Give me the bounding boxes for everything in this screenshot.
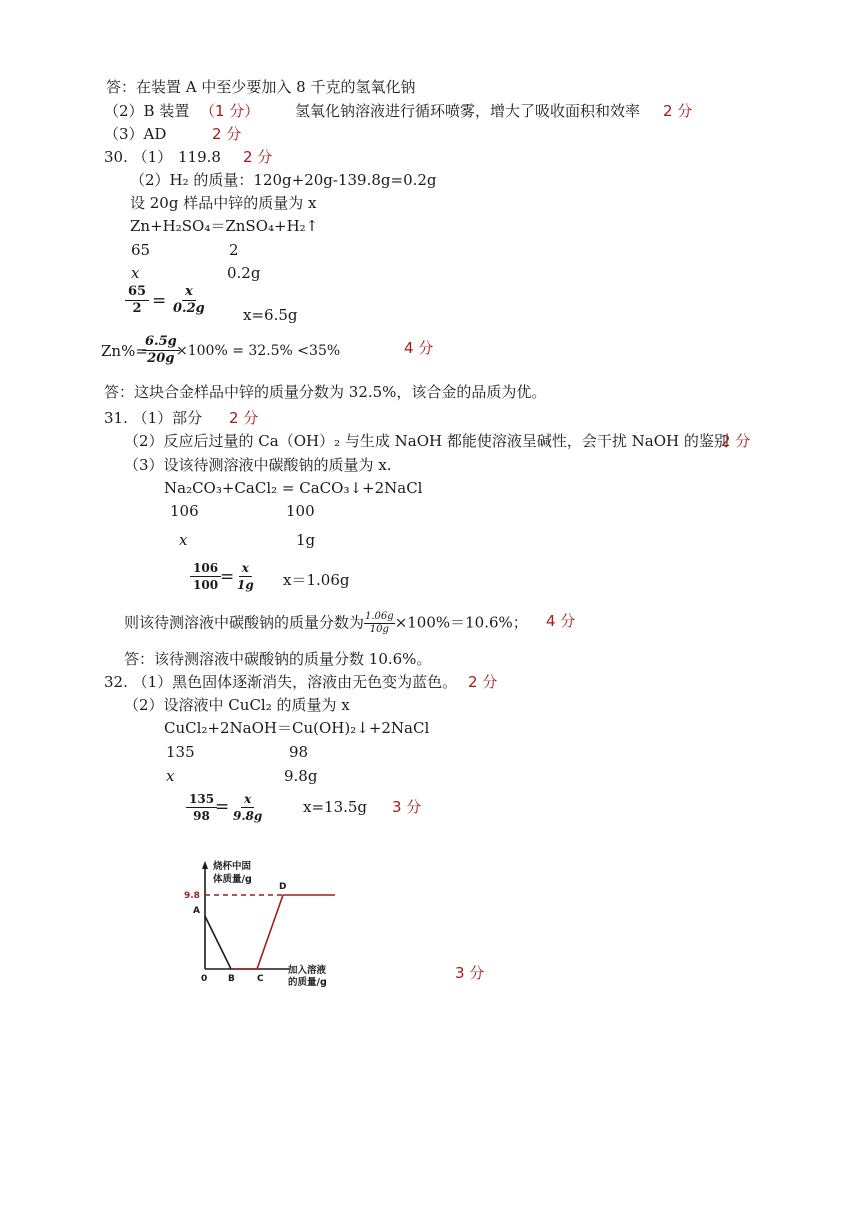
point-label-a: A (193, 906, 200, 917)
q31-equation: Na₂CO₃+CaCl₂ = CaCO₃↓+2NaCl (164, 479, 423, 497)
q30-part1-value: 119.8 (178, 148, 221, 166)
q29-part3-score: 2 分 (212, 125, 242, 143)
q30-part2-line: （2）H₂ 的质量：120g+20g-139.8g=0.2g (130, 171, 437, 189)
q32-part1: 32. （1）黑色固体逐渐消失，溶液由无色变为蓝色。 (104, 673, 458, 691)
y-axis-arrow (202, 861, 208, 869)
q30-fraction-eq: = (152, 291, 167, 311)
q30-unknown-1: x (131, 264, 140, 282)
q31-unknown-2: 1g (296, 531, 316, 549)
q30-answer: 答：这块合金样品中锌的质量分数为 32.5%，该合金的品质为优。 (104, 383, 547, 401)
q30-zn-score: 4 分 (404, 339, 434, 357)
q30-zn-fraction-den: 20g (147, 351, 175, 366)
q31-unknown-1: x (179, 531, 188, 549)
q31-part1-label: 31. （1）部分 (104, 409, 203, 427)
q32-molar-mass-2: 98 (289, 743, 309, 761)
q31-fraction-a-den: 100 (193, 578, 219, 592)
q31-mass-score: 4 分 (546, 612, 576, 630)
q32-equation: CuCl₂+2NaOH＝Cu(OH)₂↓+2NaCl (164, 719, 430, 737)
q30-part1-score: 2 分 (243, 148, 273, 166)
q30-fraction-a-den: 2 (132, 301, 142, 316)
q29-part2-text: 氢氧化钠溶液进行循环喷雾，增大了吸收面积和效率 (295, 102, 641, 120)
q30-setup: 设 20g 样品中锌的质量为 x (130, 194, 317, 212)
q32-fraction-b-num: x (241, 791, 254, 808)
q32-fraction-b-den: 9.8g (233, 809, 263, 823)
point-label-d: D (279, 882, 287, 892)
series-segment-1 (205, 916, 231, 969)
q31-mass-tail: ×100%＝10.6%； (394, 613, 528, 632)
q29-part2-score-a: （1 分） (200, 102, 260, 120)
q30-fraction-a (125, 284, 149, 317)
point-label-c: C (257, 974, 264, 984)
q32-unknown-2: 9.8g (284, 767, 318, 785)
x-axis-label-line2: 的质量/g (288, 977, 327, 988)
q31-fraction-b (234, 560, 257, 593)
q30-unknown-2: 0.2g (227, 264, 261, 282)
q31-fraction-b-den: 1g (237, 578, 254, 592)
q32-fraction-a (186, 791, 217, 824)
q31-mass-prefix: 则该待测溶液中碳酸钠的质量分数为 (124, 613, 365, 632)
q32-fraction-a-num: 135 (186, 791, 217, 808)
q31-mass-fraction-num: 1.06g (365, 611, 394, 622)
q31-part2: （2）反应后过量的 Ca（OH）₂ 与生成 NaOH 都能使溶液呈碱性，会干扰 NaOH 的鉴别 (124, 432, 729, 450)
q31-part1-score: 2 分 (229, 409, 259, 427)
q32-part2: （2）设溶液中 CuCl₂ 的质量为 x (124, 696, 350, 714)
q32-solve: x=13.5g (303, 798, 368, 816)
q30-part1-label: 30. （1） (104, 148, 173, 166)
q29-part2-label: （2）B 装置 (104, 102, 190, 120)
origin-label: 0 (201, 974, 208, 984)
x-axis-label-line1: 加入溶液 (288, 965, 327, 976)
point-label-b: B (228, 974, 235, 984)
q30-fraction-b-den: 0.2g (173, 301, 205, 316)
q30-zn-prefix: Zn%= (101, 342, 148, 360)
q31-answer: 答：该待测溶液中碳酸钠的质量分数 10.6%。 (124, 650, 432, 668)
q31-molar-mass-1: 106 (170, 502, 199, 520)
q31-mass-fraction (364, 611, 395, 636)
q30-fraction-b (170, 284, 208, 317)
q32-fraction-a-den: 98 (193, 809, 210, 823)
q30-equation: Zn+H₂SO₄＝ZnSO₄+H₂↑ (130, 217, 319, 235)
q31-fraction-b-num: x (239, 560, 252, 577)
q32-fraction-eq: = (215, 797, 230, 817)
q31-fraction-a (190, 560, 221, 593)
q31-fraction-a-num: 106 (190, 560, 221, 577)
q32-unknown-1: x (166, 767, 175, 785)
solid-mass-chart (180, 855, 360, 995)
q30-zn-fraction (142, 334, 180, 367)
q30-fraction-b-num: x (182, 284, 196, 301)
y-axis-label-line2: 体质量/g (213, 874, 252, 885)
q30-molar-mass-2: 2 (229, 241, 239, 259)
q29-part2-score-b: 2 分 (663, 102, 693, 120)
q32-molar-mass-1: 135 (166, 743, 195, 761)
q32-fraction-b (230, 791, 265, 824)
q30-molar-mass-1: 65 (131, 241, 151, 259)
q29-answer: 答：在装置 A 中至少要加入 8 千克的氢氧化钠 (106, 78, 416, 96)
q30-zn-fraction-num: 6.5g (142, 334, 180, 351)
q31-mass-fraction-den: 10g (369, 624, 389, 635)
q31-molar-mass-2: 100 (286, 502, 315, 520)
q31-part3: （3）设该待测溶液中碳酸钠的质量为 x. (124, 456, 392, 474)
series-segment-3 (257, 895, 283, 969)
y-axis-label-line1: 烧杯中固 (213, 861, 252, 872)
q31-fraction-eq: = (220, 567, 235, 587)
q30-fraction-a-num: 65 (125, 284, 149, 301)
q32-part1-score: 2 分 (468, 673, 498, 691)
y-tick-label: 9.8 (184, 891, 200, 901)
q32-solve-score: 3 分 (392, 798, 422, 816)
q29-part3-label: （3）AD (104, 125, 167, 143)
q31-solve: x＝1.06g (283, 571, 350, 589)
q30-solve: x=6.5g (243, 306, 298, 324)
q30-zn-result: ×100% = 32.5% <35% (176, 343, 341, 359)
q32-chart-score: 3 分 (455, 964, 485, 982)
q31-part2-score: 2 分 (721, 432, 751, 450)
q31-mass-fraction-line (124, 611, 528, 636)
